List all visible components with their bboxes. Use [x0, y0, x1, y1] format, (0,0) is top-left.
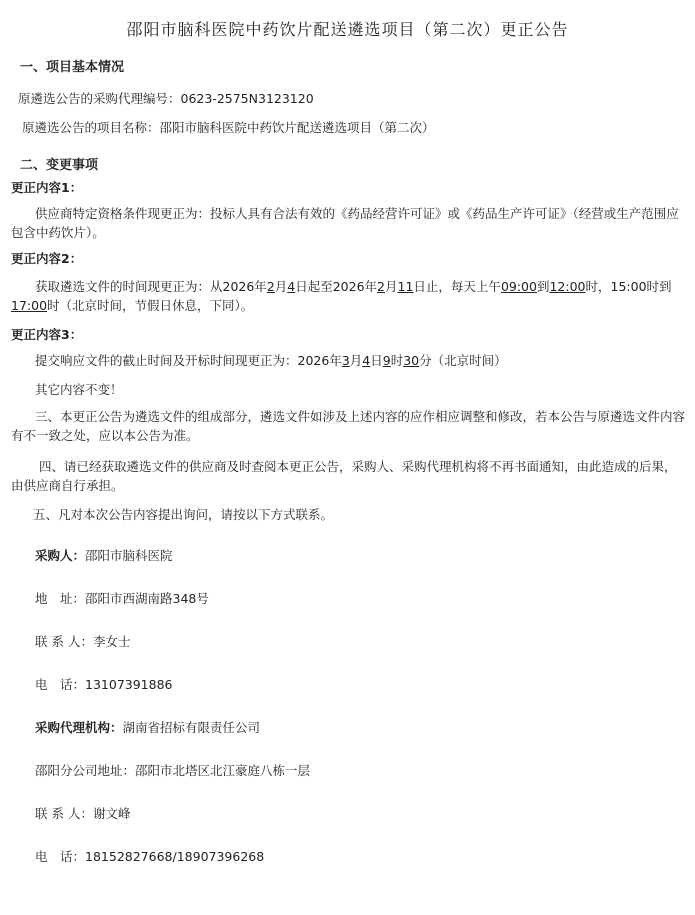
agency-contact-label: 联 系 人： [35, 806, 93, 821]
correction-1-text: 供应商特定资格条件现更正为：投标人具有合法有效的《药品经营许可证》或《药品生产许可证》（经营或生产范围应包含中药饮片）。 [11, 206, 679, 240]
deadline-hour: 9 [382, 353, 391, 368]
phone-label: 电 话： [35, 677, 86, 692]
agency-row [35, 718, 260, 737]
correction-1-label: 更正内容1： [11, 180, 83, 195]
paragraph-4: 四、请已经获取遴选文件的供应商及时查阅本更正公告，采购人、采购代理机构将不再书面通知，由此造成的后果，由供应商自行承担。 [11, 459, 677, 493]
unchanged-note: 其它内容不变！ [35, 382, 123, 397]
correction-3-text: 提交响应文件的截止时间及开标时间现更正为：2026年3月4日9时30分（北京时间） [35, 353, 507, 368]
morning-end-time: 12:00 [549, 279, 586, 294]
agency-value: 湖南省招标有限责任公司 [122, 720, 261, 735]
correction-2-text: 获取遴选文件的时间现更正为：从2026年2月4日起至2026年2月11日止，每天上午09:00到12:00时，15:00时到17:00时（北京时间，节假日休息，下同）。 [11, 279, 672, 313]
afternoon-end-time: 17:00 [11, 298, 48, 313]
page-title: 邵阳市脑科医院中药饮片配送遴选项目（第二次）更正公告 [126, 20, 569, 39]
branch-address-value: 邵阳市北塔区北江豪庭八栋一层 [135, 763, 311, 778]
contact-label: 联 系 人： [35, 634, 93, 649]
contact-value: 李女士 [92, 634, 131, 649]
paragraph-3: 三、本更正公告为遴选文件的组成部分，遴选文件如涉及上述内容的应作相应调整和修改，若本公告与原遴选文件内容有不一致之处，应以本公告为准。 [11, 409, 686, 443]
agency-phone-value: 18152827668/18907396268 [85, 849, 265, 864]
start-month: 2 [266, 279, 275, 294]
phone-value: 13107391886 [85, 677, 173, 692]
deadline-month: 3 [341, 353, 350, 368]
end-month: 2 [377, 279, 385, 294]
purchaser-row [35, 546, 173, 565]
deadline-day: 4 [362, 353, 371, 368]
agency-contact-row [35, 804, 130, 823]
section-2-heading: 二、变更事项 [20, 158, 99, 173]
phone-row [35, 675, 173, 694]
agency-contact-value: 谢文峰 [92, 806, 131, 821]
end-day: 11 [397, 279, 414, 294]
project-name-line: 原遴选公告的项目名称：邵阳市脑科医院中药饮片配送遴选项目（第二次） [22, 120, 435, 135]
agency-phone-label: 电 话： [35, 849, 86, 864]
agency-label: 采购代理机构： [35, 720, 123, 735]
correction-2-label: 更正内容2： [11, 251, 83, 266]
section-1-heading: 一、项目基本情况 [20, 60, 125, 75]
address-row [35, 589, 209, 608]
branch-address-label: 邵阳分公司地址： [35, 763, 136, 778]
contact-row [35, 632, 130, 651]
purchaser-value: 邵阳市脑科医院 [85, 548, 173, 563]
deadline-minute: 30 [403, 353, 420, 368]
branch-address-row [35, 761, 310, 780]
correction-3-label: 更正内容3： [11, 327, 83, 342]
morning-start-time: 09:00 [500, 279, 537, 294]
paragraph-5: 五、凡对本次公告内容提出询问，请按以下方式联系。 [33, 507, 334, 522]
address-label: 地 址： [35, 591, 86, 606]
purchaser-label: 采购人： [35, 548, 86, 563]
agency-phone-row [35, 847, 264, 866]
address-value: 邵阳市西湖南路348号 [85, 591, 209, 606]
procurement-code-line: 原遴选公告的采购代理编号：0623-2575N3123120 [18, 91, 314, 106]
start-day: 4 [287, 279, 296, 294]
